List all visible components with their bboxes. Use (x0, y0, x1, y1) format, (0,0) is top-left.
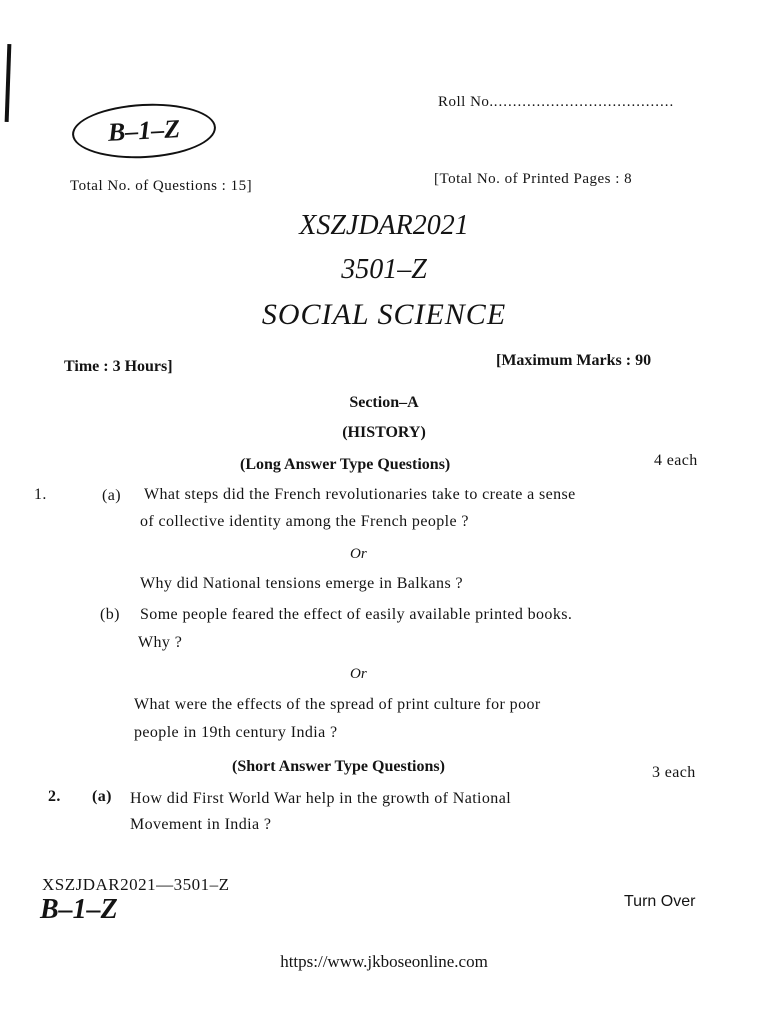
section-subject: (HISTORY) (342, 424, 426, 441)
question-1a-label: (a) (102, 487, 121, 504)
footer-paper-code: XSZJDAR2021—3501–Z (42, 875, 230, 894)
paper-code-title: 3501–Z (341, 254, 427, 285)
question-2a-text-line1: How did First World War help in the growth of National (130, 790, 512, 807)
question-1a-text-line2: of collective identity among the French people ? (140, 513, 469, 530)
short-answer-marks: 3 each (652, 764, 696, 781)
question-1a-alternative: Why did National tensions emerge in Balkans ? (140, 575, 463, 592)
short-answer-heading: (Short Answer Type Questions) (232, 758, 445, 775)
or-separator: Or (350, 666, 367, 682)
question-1b-text-line2: Why ? (138, 634, 183, 651)
question-2a-label: (a) (92, 788, 112, 805)
roll-number-field (438, 94, 674, 111)
footer-set-badge: B–1–Z (40, 894, 118, 925)
roll-number-blank: ...................................... (493, 94, 675, 110)
maximum-marks: [Maximum Marks : 90 (496, 352, 652, 369)
total-questions: Total No. of Questions : 15] (70, 178, 253, 194)
section-heading: Section–A (349, 394, 419, 411)
question-1b-label: (b) (100, 606, 120, 623)
roll-number-label: Roll No. (438, 94, 494, 110)
question-1a-text-line1: What steps did the French revolutionaries take to create a sense (144, 486, 576, 503)
or-separator: Or (350, 546, 367, 562)
question-1-number: 1. (34, 486, 47, 503)
question-2-number: 2. (48, 788, 61, 805)
scan-edge-mark (5, 44, 12, 122)
long-answer-marks: 4 each (654, 452, 698, 469)
subject-title: SOCIAL SCIENCE (261, 298, 507, 331)
question-1b-text-line1: Some people feared the effect of easily available printed books. (140, 606, 573, 623)
long-answer-heading: (Long Answer Type Questions) (240, 456, 451, 473)
source-url: https://www.jkboseonline.com (280, 952, 488, 971)
paper-set-badge: B–1–Z (71, 100, 218, 161)
question-1b-alternative-line1: What were the effects of the spread of print culture for poor (134, 696, 541, 713)
exam-code-title: XSZJDAR2021 (299, 210, 469, 241)
time-allowed: Time : 3 Hours] (64, 358, 173, 375)
turn-over-note: Turn Over (624, 893, 696, 910)
printed-pages: [Total No. of Printed Pages : 8 (434, 171, 633, 187)
question-1b-alternative-line2: people in 19th century India ? (134, 724, 338, 741)
question-2a-text-line2: Movement in India ? (130, 816, 272, 833)
